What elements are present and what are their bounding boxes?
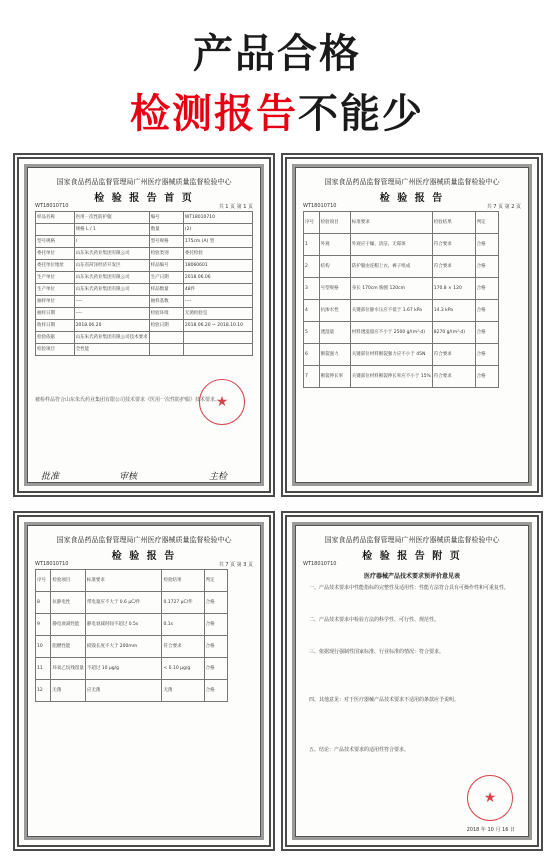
table-cell: 检验依据 [36, 332, 75, 344]
table-row [304, 366, 499, 388]
table-cell: 号型规格 [319, 278, 350, 300]
table-cell: 4 [304, 300, 320, 322]
table-cell: 符合要求 [432, 366, 475, 388]
table-cell: 检验项目 [36, 344, 75, 356]
opinion-item: 五、结论：产品技术要求的适用性符合要求。 [309, 747, 410, 753]
table-cell: 山东朱氏药业集团有限公司 [74, 248, 149, 260]
table-cell: 样品编号 [149, 260, 183, 272]
report-meta [303, 561, 521, 567]
table-cell: 山东朱氏药业集团有限公司 [74, 284, 149, 296]
table-cell: 带电量应不大于 0.6 μC/件 [85, 592, 162, 614]
table-cell: 175cm (A) 型 [183, 236, 252, 248]
table-cell: ---- [74, 296, 149, 308]
table-row [36, 272, 253, 284]
table-cell: 生产单位 [36, 284, 75, 296]
report-title: 检 验 报 告 [111, 551, 177, 562]
table-cell: 合格 [475, 322, 498, 344]
table-cell: 样品数量 [149, 284, 183, 296]
table-cell: 合格 [204, 636, 227, 658]
report-title: 检 验 报 告 [379, 193, 445, 204]
table-cell: 数量 [149, 224, 183, 236]
opinion-item: 二、产品技术要求中检验方法的科学性、可行性、规范性。 [309, 617, 440, 623]
page-indicator: 共 7 页 第 2 页 [486, 204, 521, 210]
table-cell: 编号 [149, 212, 183, 224]
table-cell: 抗渗水性 [319, 300, 350, 322]
table-row [36, 212, 253, 224]
report-title: 检 验 报 告 首 页 [94, 193, 194, 204]
table-cell: ---- [183, 296, 252, 308]
table-cell: 标准要求 [350, 212, 432, 234]
conclusion-text: 被检样品符合山东朱氏药业集团有限公司技术要求《医用一次性防护服》技术要求。 [35, 397, 221, 403]
table-cell: 合格 [475, 366, 498, 388]
table-cell: 无菌 [162, 680, 204, 702]
table-cell: 检验结果 [162, 570, 204, 592]
table-row [304, 212, 499, 234]
table-cell: 检验结果 [432, 212, 475, 234]
table-cell: 外观 [319, 234, 350, 256]
table-cell: 关键部位材料断裂强力应不小于 45N [350, 344, 432, 366]
headline-red-text: 检测报告 [130, 91, 298, 137]
table-cell: 合格 [204, 658, 227, 680]
table-cell: 9 [36, 614, 51, 636]
hero-banner [0, 0, 554, 150]
table-cell [36, 224, 75, 236]
table-cell: 170.8 × 120 [432, 278, 475, 300]
table-cell: ---- [74, 308, 149, 320]
table-cell: 合格 [204, 614, 227, 636]
opinion-item: 一、产品技术要求中性能指标的完整性及适用性：性能方法符合具有可操作性和可重复性， [309, 585, 510, 591]
report-number: WT18010710 [35, 561, 69, 567]
table-cell [149, 344, 183, 356]
results-table [35, 569, 228, 702]
table-cell [183, 344, 252, 356]
table-cell: 身长 170cm 胸围 120cm [350, 278, 432, 300]
table-cell: 合格 [204, 680, 227, 702]
table-cell: 合格 [475, 300, 498, 322]
table-cell: 符合要求 [432, 256, 475, 278]
table-row [36, 284, 253, 296]
table-cell: 8270 g/(m²·d) [432, 322, 475, 344]
report-page-3 [13, 511, 275, 851]
report-page-2 [281, 153, 543, 497]
table-cell: 材料透湿量应不小于 2500 g/(m²·d) [350, 322, 432, 344]
table-cell: 合格 [475, 256, 498, 278]
table-cell: 符合要求 [432, 344, 475, 366]
table-cell: 生产单位 [36, 272, 75, 284]
table-cell: 抽样基数 [149, 296, 183, 308]
table-row [36, 296, 253, 308]
table-cell: 符合要求 [162, 636, 204, 658]
table-cell: 合格 [475, 344, 498, 366]
table-cell [183, 332, 252, 344]
table-cell: 2018.06.20 ~ 2018.10.10 [183, 320, 252, 332]
table-cell: 2018.06.06 [183, 272, 252, 284]
table-cell: 不超过 10 μg/g [85, 658, 162, 680]
table-row [36, 224, 253, 236]
report-number: WT18010710 [35, 203, 69, 209]
table-cell: 生产日期 [149, 272, 183, 284]
table-cell: 14.3 kPa [432, 300, 475, 322]
headline-black-text: 不能少 [298, 91, 424, 137]
table-cell: 判定 [475, 212, 498, 234]
table-cell: 型号规格 [36, 236, 75, 248]
table-cell: 0.1s [162, 614, 204, 636]
results-table [303, 211, 499, 388]
report-title: 检 验 报 告 附 页 [362, 551, 462, 562]
table-cell: 结构 [319, 256, 350, 278]
official-seal-icon: ★ [199, 379, 245, 425]
table-cell: 外观应干燥、清洁、无霉斑 [350, 234, 432, 256]
headline-line1: 产品合格 [193, 31, 361, 77]
table-row [36, 614, 228, 636]
table-cell: 检验环境 [149, 308, 183, 320]
table-cell: 18060601 [183, 260, 252, 272]
table-cell: 收样日期 [36, 320, 75, 332]
institute-name: 国家食品药品监督管理局广州医疗器械质量监督检验中心 [56, 536, 232, 544]
table-cell: 阻燃性能 [51, 636, 86, 658]
institute-name: 国家食品药品监督管理局广州医疗器械质量监督检验中心 [324, 536, 500, 544]
table-cell: 0.1727 μC/件 [162, 592, 204, 614]
table-row [36, 680, 228, 702]
signature-approve: 批准 [41, 472, 60, 482]
table-cell: 合格 [475, 234, 498, 256]
table-cell: 应无菌 [85, 680, 162, 702]
headline-line2 [0, 82, 554, 139]
table-cell: 环氧乙烷残留量 [51, 658, 86, 680]
table-cell: (2) [183, 224, 252, 236]
table-cell: 12 [36, 680, 51, 702]
table-cell: 委托检验 [183, 248, 252, 260]
table-cell: 8 [36, 592, 51, 614]
table-row [36, 570, 228, 592]
page-indicator: 共 1 页 第 1 页 [218, 204, 253, 210]
opinion-item: 三、依据现行强制性国家标准、行业标准的情况：符合要求。 [309, 649, 445, 655]
table-cell: 山东朱氏药业集团有限公司技术要求 [74, 332, 149, 344]
table-cell: 防护服由连帽上衣、裤子组成 [350, 256, 432, 278]
institute-name: 国家食品药品监督管理局广州医疗器械质量监督检验中心 [324, 178, 500, 186]
report-meta [303, 203, 521, 210]
table-cell: 抗静电性 [51, 592, 86, 614]
table-cell: 检验类别 [149, 248, 183, 260]
table-row [304, 322, 499, 344]
table-cell: 断裂伸长率 [319, 366, 350, 388]
table-row [36, 236, 253, 248]
table-cell: 无菌检验室 [183, 308, 252, 320]
table-cell: 7 [304, 366, 320, 388]
table-row [36, 260, 253, 272]
table-cell: 关键部位静水压应不低于 1.67 kPa [350, 300, 432, 322]
table-row [36, 658, 228, 680]
table-row [304, 344, 499, 366]
table-cell: 3 [304, 278, 320, 300]
table-cell: 序号 [36, 570, 51, 592]
table-cell: < 0.10 μg/g [162, 658, 204, 680]
table-cell: 无菌 [51, 680, 86, 702]
table-cell: 型号规格 [149, 236, 183, 248]
table-cell: 规格 L / 1 [74, 224, 149, 236]
table-cell: 判定 [204, 570, 227, 592]
table-cell: 关键部位材料断裂伸长率应不小于 15% [350, 366, 432, 388]
table-row [304, 234, 499, 256]
table-cell: 48件 [183, 284, 252, 296]
table-cell: 全性能 [74, 344, 149, 356]
table-cell: 静电衰减时间不超过 0.5s [85, 614, 162, 636]
report-number: WT18010710 [303, 203, 337, 209]
table-cell: 委托单位地址 [36, 260, 75, 272]
table-cell: 序号 [304, 212, 320, 234]
signature-inspector: 主检 [209, 472, 228, 482]
table-cell: 标准要求 [85, 570, 162, 592]
table-cell: 10 [36, 636, 51, 658]
report-number: WT18010710 [303, 561, 337, 567]
report-cover-page [13, 153, 275, 497]
table-cell: / [74, 236, 149, 248]
table-row [36, 332, 253, 344]
table-row [304, 300, 499, 322]
table-cell: 断裂强力 [319, 344, 350, 366]
table-row [36, 344, 253, 356]
table-cell: 1 [304, 234, 320, 256]
table-cell: 山东省菏泽经济开发区 [74, 260, 149, 272]
official-seal-icon: ★ [467, 775, 513, 821]
table-cell: 医用一次性防护服 [74, 212, 149, 224]
table-cell: 合格 [475, 278, 498, 300]
table-row [36, 320, 253, 332]
table-cell: 样品名称 [36, 212, 75, 224]
table-cell: WT18010710 [183, 212, 252, 224]
table-cell: 6 [304, 344, 320, 366]
opinion-item: 四、其他意见：对于医疗器械产品技术要求不适用的条款应予说明。 [309, 697, 460, 703]
report-date: 2018 年 10 月 16 日 [466, 827, 515, 833]
table-cell: 5 [304, 322, 320, 344]
table-cell: 检验日期 [149, 320, 183, 332]
report-meta [35, 203, 253, 210]
report-appendix-page [281, 511, 543, 851]
table-cell: 合格 [204, 592, 227, 614]
institute-name: 国家食品药品监督管理局广州医疗器械质量监督检验中心 [56, 178, 232, 186]
table-cell: 透湿量 [319, 322, 350, 344]
table-row [36, 248, 253, 260]
table-cell: 检验项目 [51, 570, 86, 592]
appendix-subtitle: 医疗器械产品技术要求预评价意见表 [363, 573, 460, 580]
table-cell: 静电衰减性能 [51, 614, 86, 636]
table-cell: 检验项目 [319, 212, 350, 234]
table-cell: 抽样日期 [36, 308, 75, 320]
table-cell: 山东朱氏药业集团有限公司 [74, 272, 149, 284]
table-row [304, 278, 499, 300]
signature-review: 审核 [119, 472, 138, 482]
table-cell [149, 332, 183, 344]
report-meta [35, 561, 253, 568]
cover-table [35, 211, 253, 356]
table-row [36, 636, 228, 658]
table-row [304, 256, 499, 278]
table-row [36, 308, 253, 320]
table-cell: 抽样单位 [36, 296, 75, 308]
table-cell: 2 [304, 256, 320, 278]
page-indicator: 共 7 页 第 3 页 [218, 562, 253, 568]
table-row [36, 592, 228, 614]
table-cell: 符合要求 [432, 234, 475, 256]
table-cell: 委托单位 [36, 248, 75, 260]
table-cell: 11 [36, 658, 51, 680]
table-cell: 2018.06.20 [74, 320, 149, 332]
table-cell: 损毁长度不大于 200mm [85, 636, 162, 658]
